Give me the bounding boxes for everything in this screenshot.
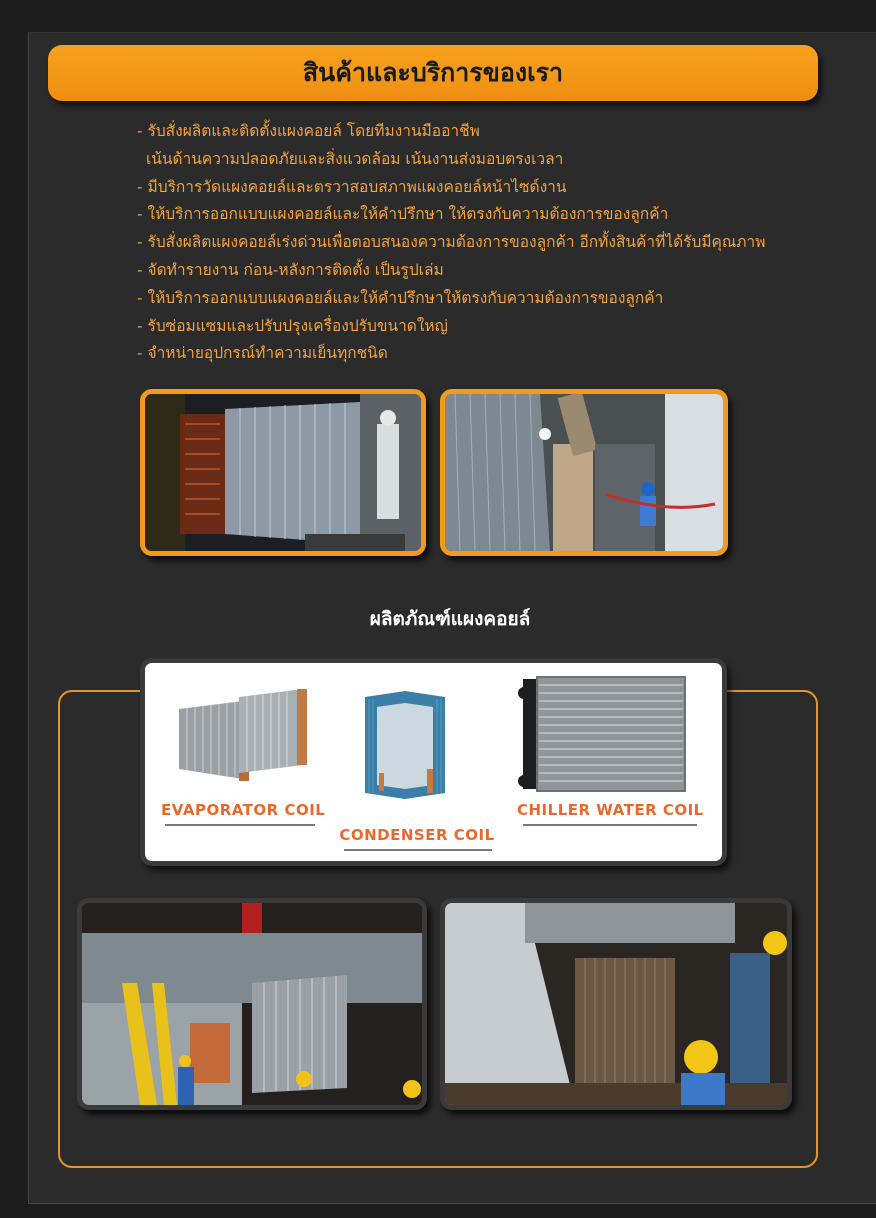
services-list xyxy=(137,118,817,368)
chiller-water-coil-image xyxy=(513,671,693,796)
chiller-water-coil-underline xyxy=(523,824,697,826)
evaporator-coil-underline xyxy=(165,824,315,826)
installation-photo-2 xyxy=(440,389,728,556)
evaporator-coil-image xyxy=(173,687,313,782)
service-item: - จำหน่ายอุปกรณ์ทำความเย็นทุกชนิด xyxy=(137,344,388,363)
service-item: - ให้บริการออกแบบแผงคอยล์และให้คำปรึกษาให้ตรงกับความต้องการของลูกค้า xyxy=(137,288,664,307)
service-item: - รับสั่งผลิตแผงคอยล์เร่งด่วนเพื่อตอบสนองความต้องการของลูกค้า อีกทั้งสินค้าที่ได้รับมีคุณภาพ xyxy=(137,233,766,252)
page-title-text: สินค้าและบริการของเรา xyxy=(302,58,564,87)
installation-photo-1 xyxy=(140,389,426,556)
evaporator-coil-label: EVAPORATOR COIL xyxy=(161,801,326,819)
condenser-coil-image xyxy=(355,689,455,801)
service-item: - รับสั่งผลิตและติดตั้งแผงคอยล์ โดยทีมงานมืออาชีพ xyxy=(137,122,480,140)
condenser-coil-underline xyxy=(344,849,492,851)
installation-photo-3 xyxy=(77,898,427,1110)
products-title: ผลิตภัณฑ์แผงคอยล์ xyxy=(369,608,531,630)
condenser-coil-label: CONDENSER COIL xyxy=(339,826,495,844)
service-item: - จัดทำรายงาน ก่อน-หลังการติดตั้ง เป็นรูปเล่ม xyxy=(137,260,444,279)
service-item: - ให้บริการออกแบบแผงคอยล์และให้คำปรึกษา ให้ตรงกับความต้องการของลูกค้า xyxy=(137,205,669,224)
product-card xyxy=(140,658,727,866)
installation-photo-4 xyxy=(440,898,792,1110)
service-item: เน้นด้านความปลอดภัยและสิ่งแวดล้อม เน้นงานส่งมอบตรงเวลา xyxy=(146,149,564,168)
service-item: - มีบริการวัดแผงคอยล์และตรวาสอบสภาพแผงคอยล์หน้าไซด์งาน xyxy=(137,177,567,196)
chiller-water-coil-label: CHILLER WATER COIL xyxy=(517,801,704,819)
service-item: - รับซ่อมแซมและปรับปรุงเครื่องปรับขนาดใหญ่ xyxy=(137,316,448,335)
page-title xyxy=(48,45,818,101)
